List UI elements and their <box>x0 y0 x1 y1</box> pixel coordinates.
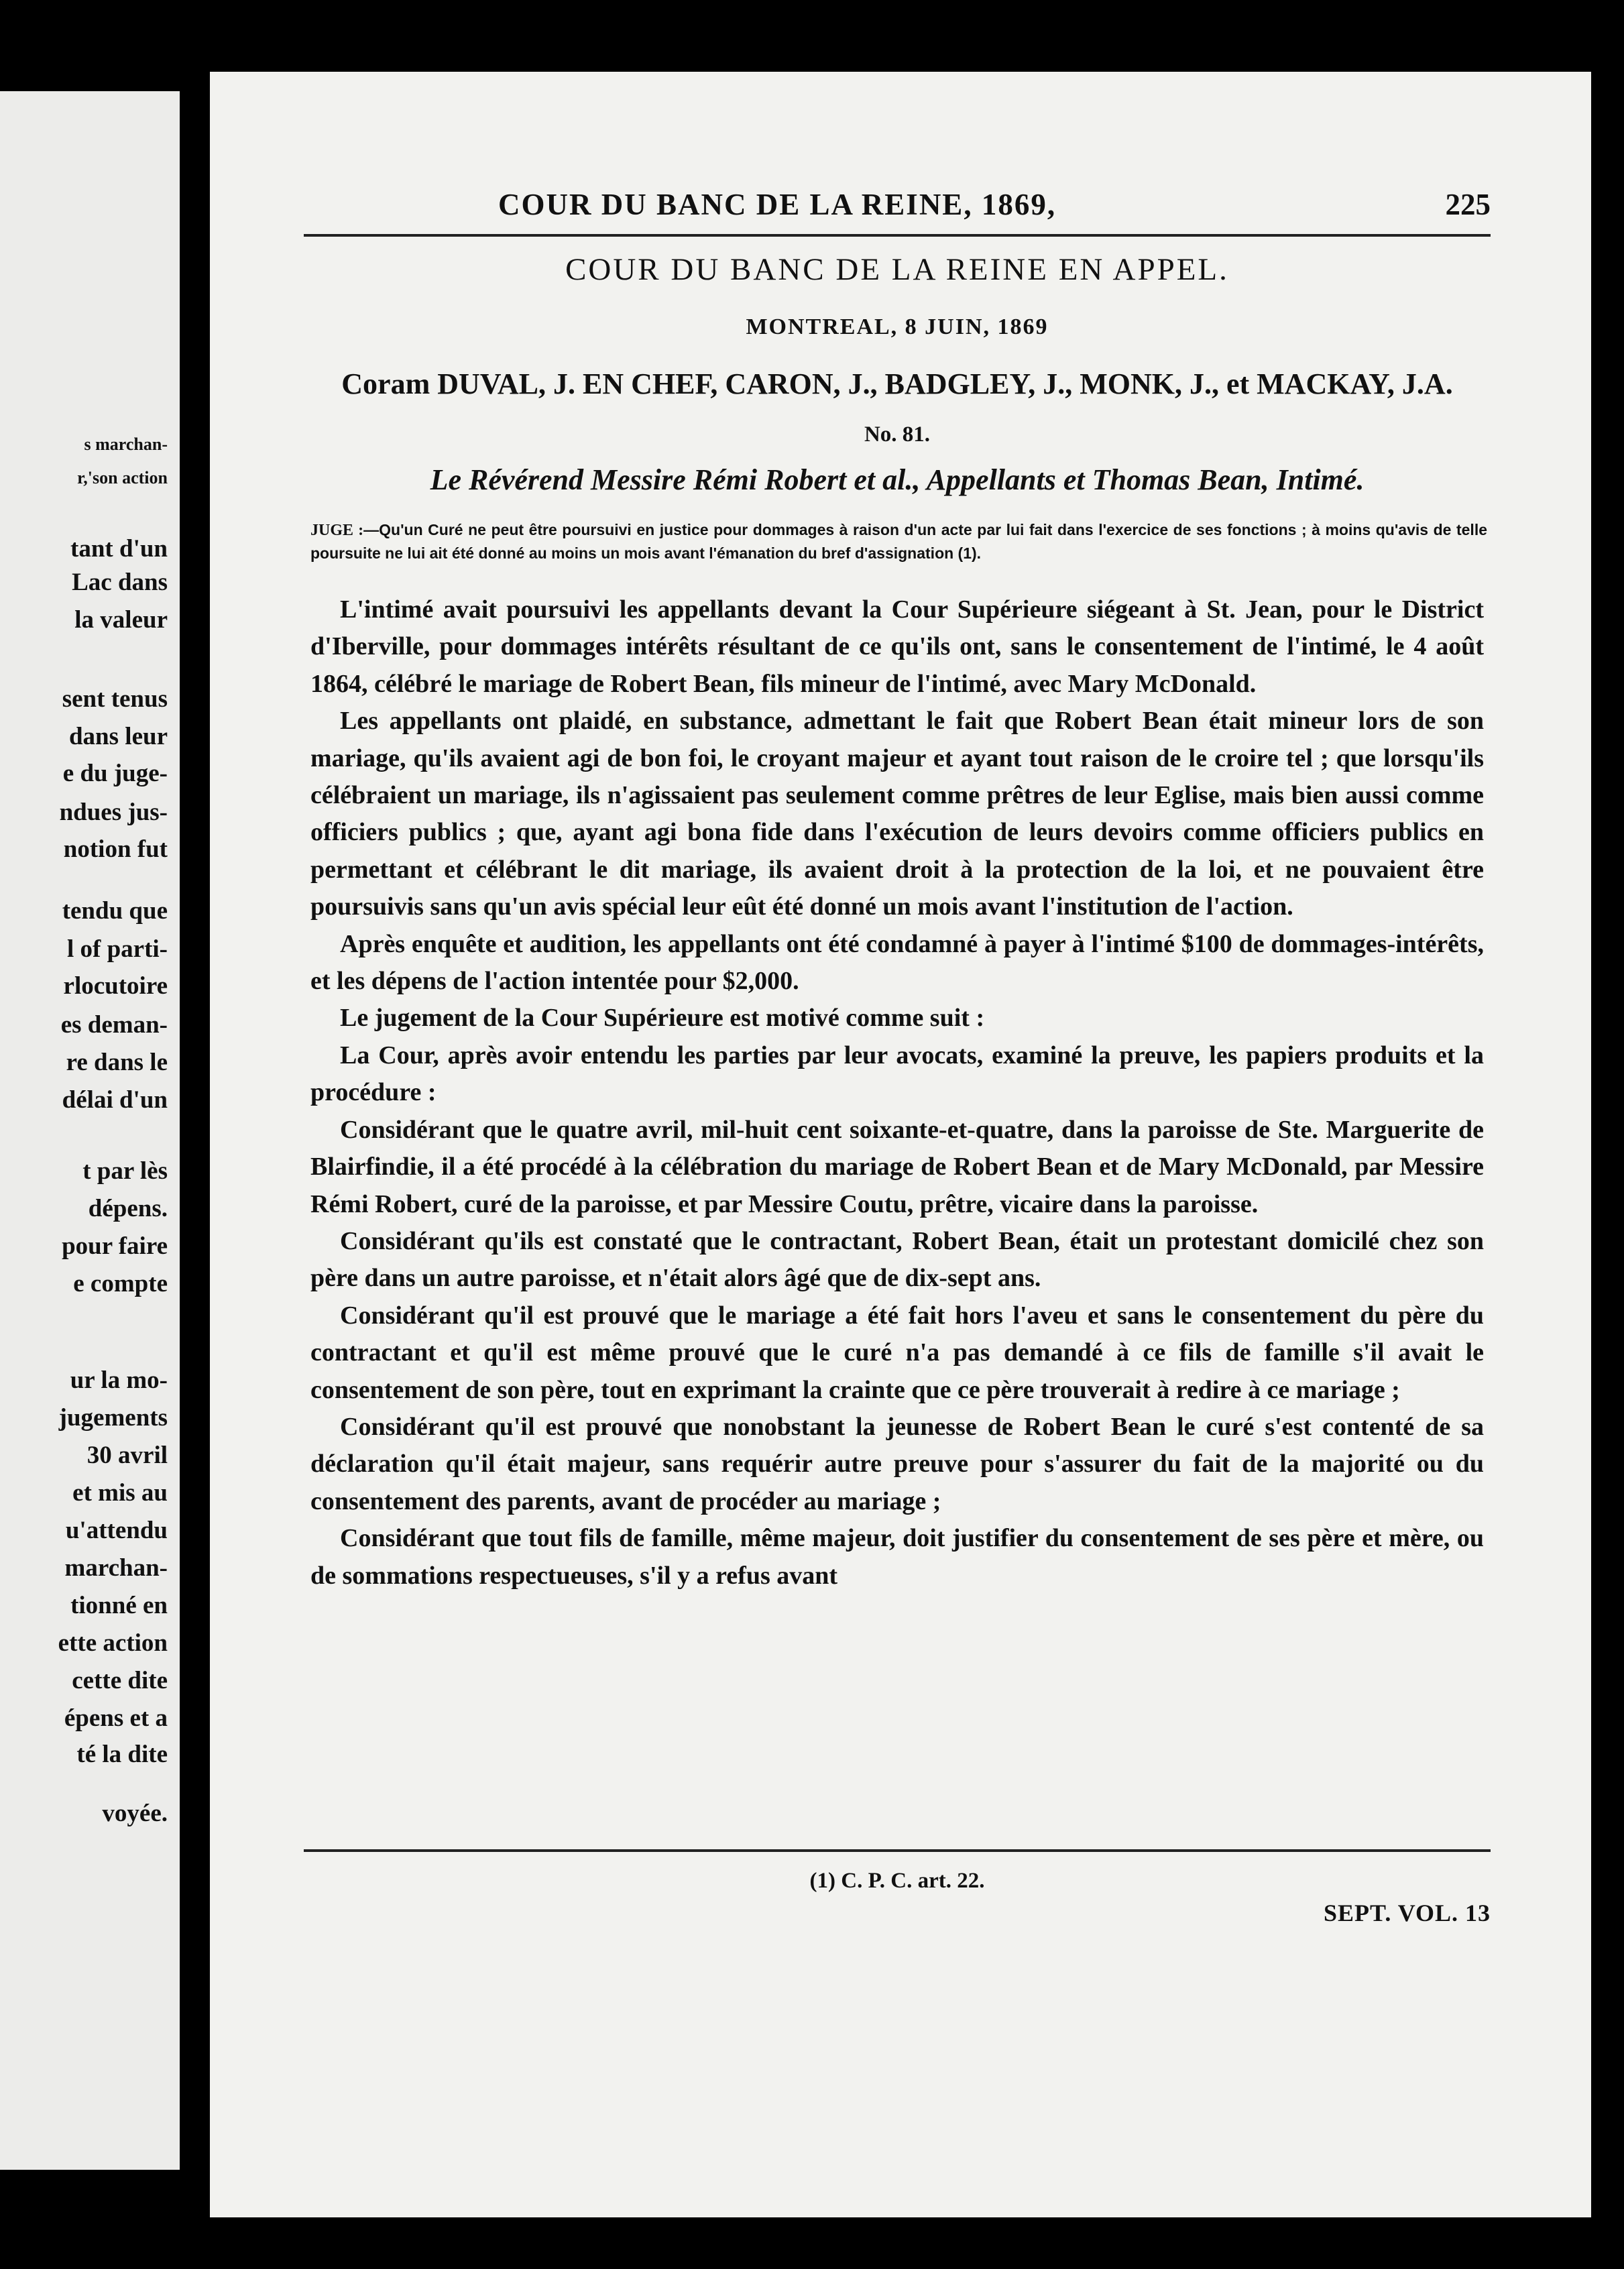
parties-line: Le Révérend Messire Rémi Robert et al., Appellants et Thomas Bean, Intimé. <box>430 463 1365 496</box>
headnote-label: JUGE : <box>310 522 364 539</box>
body-text <box>310 591 1484 1594</box>
left-column-line: u'attendu <box>65 1517 168 1544</box>
left-column-line: re dans le <box>66 1049 168 1076</box>
paragraph: La Cour, après avoir entendu les parties par leur avocats, examiné la preuve, les papiers produits et la procédure : <box>310 1041 1484 1107</box>
signature-mark: SEPT. VOL. 13 <box>1323 1900 1491 1926</box>
running-title: COUR DU BANC DE LA REINE, 1869, <box>498 188 1057 221</box>
left-column-line: té la dite <box>76 1741 168 1768</box>
paragraph: Considérant que tout fils de famille, même majeur, doit justifier du consentement de ses père et mère, ou de sommations respectueuses, s'il y a refus avant <box>310 1524 1484 1590</box>
case-number: No. 81. <box>864 422 931 447</box>
left-column-line: sent tenus <box>62 685 168 713</box>
paragraph: Après enquête et audition, les appellants ont été condamné à payer à l'intimé $100 de dommages-intérêts, et les dépens de l'action intentée pour $2,000. <box>310 929 1484 996</box>
paragraph: Considérant que le quatre avril, mil-huit cent soixante-et-quatre, dans la paroisse de Ste. Marguerite de Blairfindie, il a été procédé à la célébration du mariage de Robert Bean et de Mary McDonald, par Messire Rémi Robert, curé de la paroisse, et par Messire Coutu, prêtre, vicaire dans la paroisse. <box>310 1115 1484 1218</box>
footnote: (1) C. P. C. art. 22. <box>809 1869 985 1893</box>
left-column-line: rlocutoire <box>63 972 168 1000</box>
left-column-line: tant d'un <box>70 535 168 563</box>
left-column-line: es deman- <box>60 1011 168 1039</box>
facing-page-fragment <box>0 91 180 2170</box>
court-title: COUR DU BANC DE LA REINE EN APPEL. <box>565 252 1229 287</box>
left-column-line: marchan- <box>64 1554 168 1582</box>
left-column-line: r,'son action <box>77 468 168 487</box>
left-column-line: ur la mo- <box>70 1366 168 1394</box>
left-column-line: délai d'un <box>62 1086 168 1114</box>
footnote-rule <box>304 1849 1491 1852</box>
header-rule <box>304 234 1491 237</box>
left-column-line: tionné en <box>70 1592 168 1619</box>
left-column-line: pour faire <box>62 1232 168 1260</box>
left-column-line: cette dite <box>72 1667 168 1694</box>
paragraph: Les appellants ont plaidé, en substance, admettant le fait que Robert Bean était mineur lors de son mariage, qu'ils avaient agi de bon foi, le croyant majeur et ayant tout raison de le croire tel ; que lorsqu'ils célébraient un mariage, ils n'agissaient pas seulement comme prêtres de leur Eglise, mais bien aussi comme officiers publics ; que, ayant agi bona fide dans l'exécution de leurs devoirs comme officiers publics en permettant et célébrant le dit mariage, ils avaient droit à la protection de la loi, et ne pouvaient être poursuivis sans qu'un avis spécial leur eût été donné un mois avant l'institution de l'action. <box>310 707 1484 921</box>
running-head <box>304 187 1491 227</box>
left-column-line: dépens. <box>88 1195 168 1222</box>
document-page <box>210 72 1591 2217</box>
left-column-line: voyée. <box>102 1800 168 1827</box>
paragraph: Considérant qu'il est prouvé que nonobstant la jeunesse de Robert Bean le curé s'est contenté de sa déclaration qu'il était majeur, sans requérir autre preuve pour s'assurer du fait de la majorité ou du consentement des parents, avant de procéder au mariage ; <box>310 1412 1484 1515</box>
paragraph: Considérant qu'ils est constaté que le contractant, Robert Bean, était un protestant domicilé chez son père dans un autre paroisse, et n'était alors âgé que de dix-sept ans. <box>310 1226 1484 1293</box>
left-column-line: s marchan- <box>84 434 168 454</box>
left-column-line: jugements <box>58 1404 168 1432</box>
left-column-line: épens et a <box>64 1704 168 1732</box>
left-column-line: la valeur <box>74 606 168 634</box>
left-column-line: ette action <box>58 1629 168 1657</box>
place-date: MONTREAL, 8 JUIN, 1869 <box>746 314 1049 339</box>
paragraph: L'intimé avait poursuivi les appellants devant la Cour Supérieure siégeant à St. Jean, pour le District d'Iberville, pour dommages intérêts résultant de ce qu'ils ont, sans le consentement de l'intimé, le 4 août 1864, célébré le mariage de Robert Bean, fils mineur de l'intimé, avec Mary McDonald. <box>310 595 1484 698</box>
coram-line: Coram DUVAL, J. EN CHEF, CARON, J., BADGLEY, J., MONK, J., et MACKAY, J.A. <box>341 367 1453 400</box>
left-column-line: tendu que <box>62 897 168 925</box>
paragraph: Le jugement de la Cour Supérieure est motivé comme suit : <box>340 1004 985 1033</box>
left-column-line: notion fut <box>63 835 168 863</box>
left-column-line: dans leur <box>68 723 168 750</box>
left-column-line: ndues jus- <box>59 799 168 826</box>
left-column-line: 30 avril <box>86 1442 168 1469</box>
left-column-line: e compte <box>73 1270 168 1297</box>
left-column-line: t par lès <box>82 1157 168 1185</box>
paragraph: Considérant qu'il est prouvé que le mariage a été fait hors l'aveu et sans le consentement du père du contractant et qu'il est même prouvé que le curé n'a pas demandé à ce fils de famille s'il avait le consentement de son père, tout en exprimant la crainte que ce père trouverait à redire à ce mariage ; <box>310 1301 1484 1404</box>
page-number: 225 <box>1445 188 1491 221</box>
left-column-line: Lac dans <box>72 569 168 596</box>
left-column-line: e du juge- <box>62 760 168 787</box>
headnote-text: —Qu'un Curé ne peut être poursuivi en justice pour dommages à raison d'un acte par lui fait dans l'exercice de ses fonctions ; à moins qu'avis de telle poursuite ne lui ait été donné au moins un mois avant l'émanation du bref d'assignation (1). <box>310 521 1487 562</box>
headnote <box>310 518 1487 565</box>
left-column-line: l of parti- <box>66 935 168 963</box>
left-column-line: et mis au <box>72 1479 168 1507</box>
